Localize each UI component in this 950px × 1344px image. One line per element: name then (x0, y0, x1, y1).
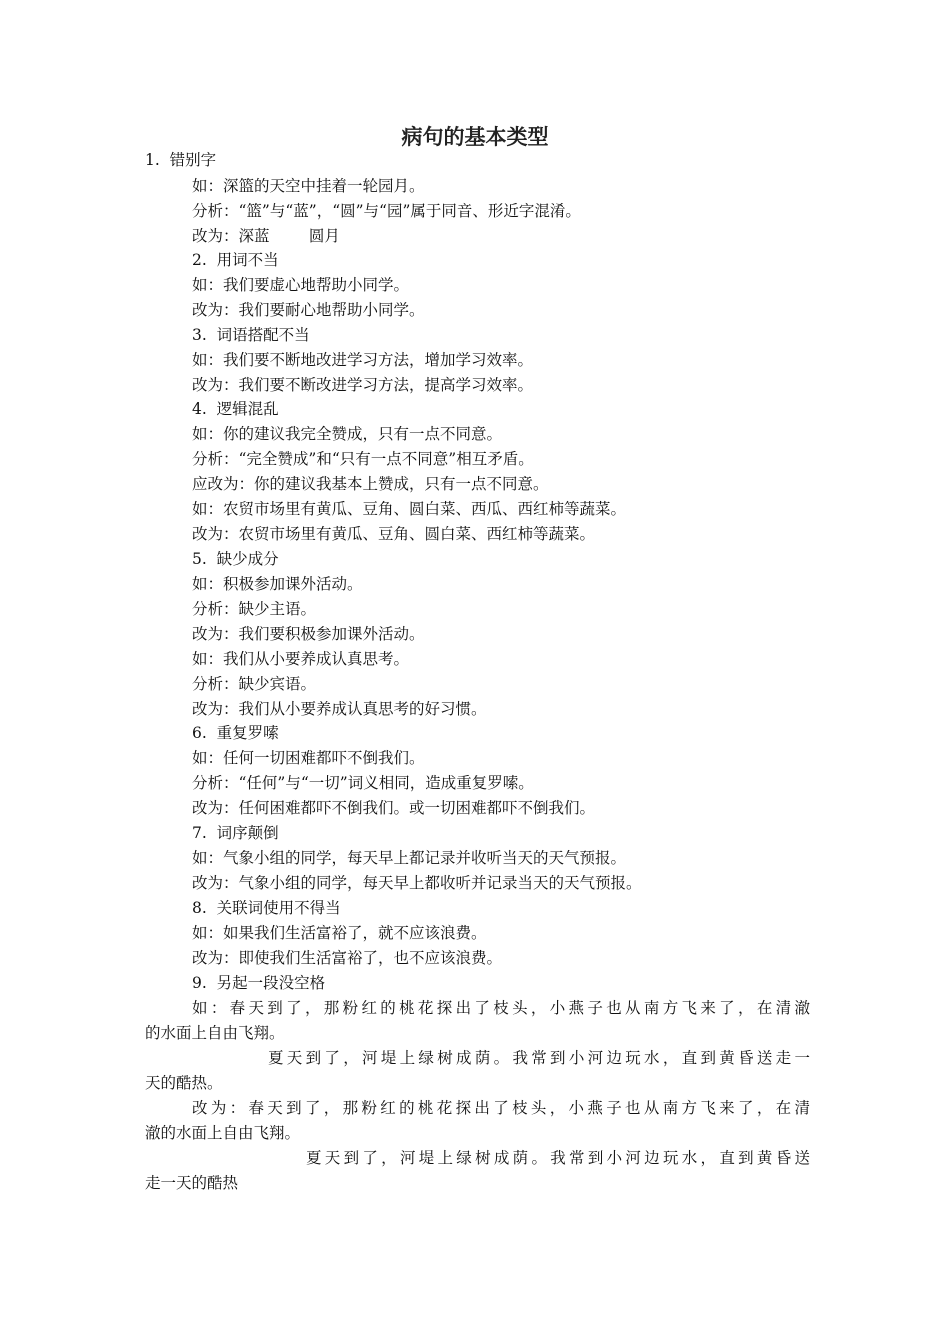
example-line-continued: 的水面上自由飞翔。 (145, 1024, 285, 1042)
analysis-line: 分析：缺少主语。 (192, 600, 317, 618)
section-heading-5: 5. 缺少成分 (192, 550, 279, 568)
example-line: 如：我们要不断地改进学习方法，增加学习效率。 (192, 351, 534, 369)
analysis-line: 分析：缺少宾语。 (192, 675, 317, 693)
analysis-line: 分析：“篮”与“蓝”，“圆”与“园”属于同音、形近字混淆。 (192, 202, 581, 220)
example-line: 夏天到了，河堤上绿树成荫。我常到小河边玩水，直到黄昏送走一 (268, 1049, 810, 1067)
correction-line: 改为：即使我们生活富裕了，也不应该浪费。 (192, 949, 503, 967)
correction-line: 改为：农贸市场里有黄瓜、豆角、圆白菜、西红柿等蔬菜。 (192, 525, 596, 543)
example-line: 如：春天到了，那粉红的桃花探出了枝头，小燕子也从南方飞来了，在清澈 (192, 999, 810, 1017)
section-heading-4: 4. 逻辑混乱 (192, 400, 279, 418)
correction-line: 改为：我们要不断改进学习方法，提高学习效率。 (192, 376, 534, 394)
correction-line-continued: 澈的水面上自由飞翔。 (145, 1124, 301, 1142)
correction-line: 夏天到了，河堤上绿树成荫。我常到小河边玩水，直到黄昏送 (306, 1149, 810, 1167)
example-line: 如：农贸市场里有黄瓜、豆角、圆白菜、西瓜、西红柿等蔬菜。 (192, 500, 627, 518)
example-line: 如：我们从小要养成认真思考。 (192, 650, 410, 668)
section-heading-2: 2. 用词不当 (192, 251, 279, 269)
example-line: 如：你的建议我完全赞成，只有一点不同意。 (192, 425, 503, 443)
section-heading-7: 7. 词序颠倒 (192, 824, 279, 842)
correction-line: 改为：春天到了，那粉红的桃花探出了枝头，小燕子也从南方飞来了，在清 (192, 1099, 810, 1117)
example-line-continued: 天的酷热。 (145, 1074, 223, 1092)
section-heading-3: 3. 词语搭配不当 (192, 326, 310, 344)
section-heading-6: 6. 重复罗嗦 (192, 724, 279, 742)
analysis-line: 分析：“任何”与“一切”词义相同，造成重复罗嗦。 (192, 774, 534, 792)
section-heading-9: 9. 另起一段没空格 (192, 974, 326, 992)
section-heading-8: 8. 关联词使用不得当 (192, 899, 341, 917)
correction-line: 改为：气象小组的同学，每天早上都收听并记录当天的天气预报。 (192, 874, 642, 892)
correction-line: 改为：深蓝 圆月 (192, 227, 340, 245)
correction-line-continued: 走一天的酷热 (145, 1174, 239, 1192)
section-heading-1: 1. 错别字 (145, 151, 217, 169)
example-line: 如：积极参加课外活动。 (192, 575, 363, 593)
correction-line: 应改为：你的建议我基本上赞成，只有一点不同意。 (192, 475, 549, 493)
correction-line: 改为：我们要耐心地帮助小同学。 (192, 301, 425, 319)
correction-line: 改为：任何困难都吓不倒我们。或一切困难都吓不倒我们。 (192, 799, 596, 817)
example-line: 如：气象小组的同学，每天早上都记录并收听当天的天气预报。 (192, 849, 627, 867)
correction-line: 改为：我们从小要养成认真思考的好习惯。 (192, 700, 487, 718)
example-line: 如：如果我们生活富裕了，就不应该浪费。 (192, 924, 487, 942)
analysis-line: 分析：“完全赞成”和“只有一点不同意”相互矛盾。 (192, 450, 534, 468)
example-line: 如：我们要虚心地帮助小同学。 (192, 276, 410, 294)
correction-line: 改为：我们要积极参加课外活动。 (192, 625, 425, 643)
document-title: 病句的基本类型 (401, 125, 549, 149)
example-line: 如：任何一切困难都吓不倒我们。 (192, 749, 425, 767)
example-line: 如：深篮的天空中挂着一轮园月。 (192, 177, 425, 195)
